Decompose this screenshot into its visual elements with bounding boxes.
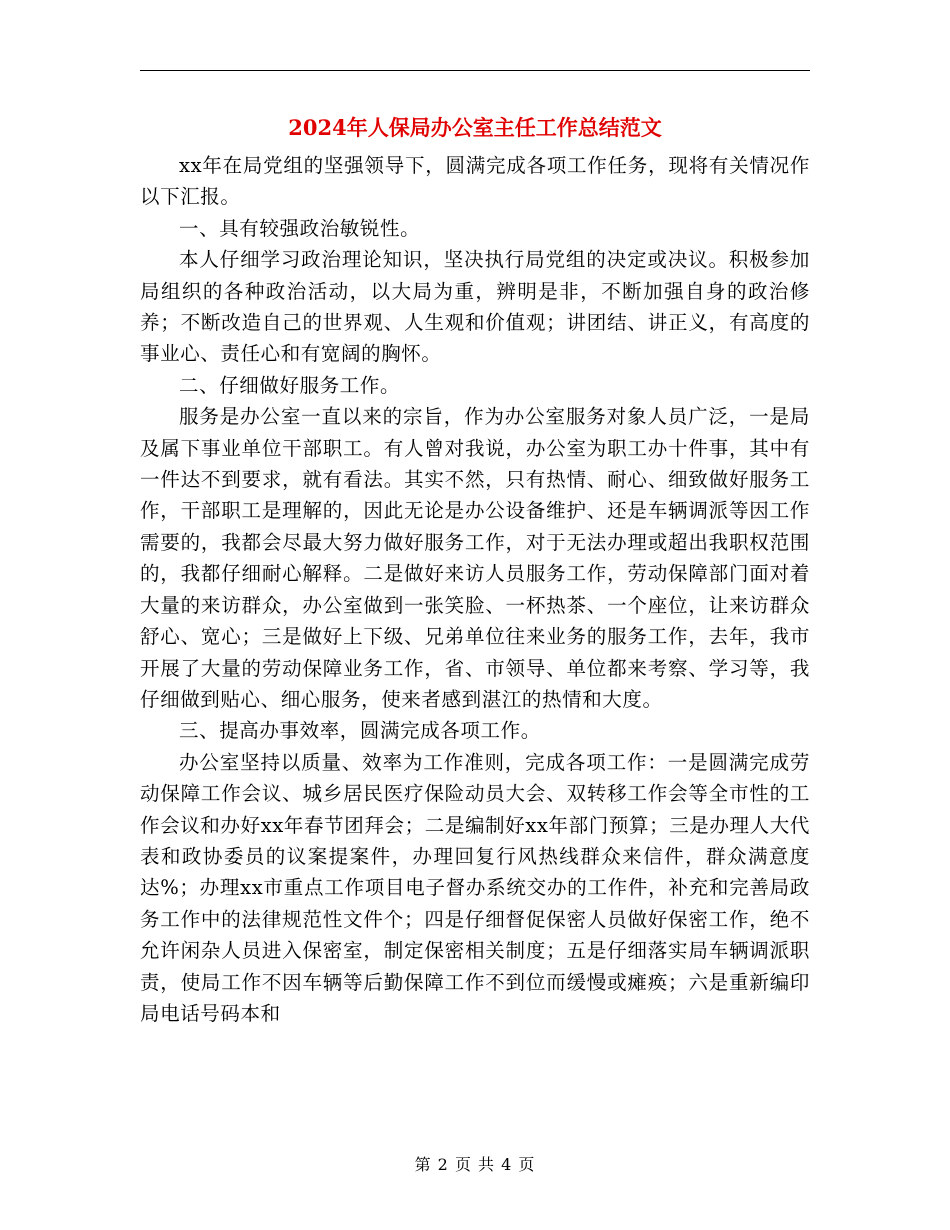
page-number-footer: 第 2 页 共 4 页 <box>414 1155 536 1174</box>
document-title: 2024年人保局办公室主任工作总结范文 <box>288 115 662 140</box>
section-heading-1: 一、具有较强政治敏锐性。 <box>179 216 421 240</box>
section-heading-2: 二、仔细做好服务工作。 <box>179 373 401 397</box>
header-rule <box>140 70 810 71</box>
section-heading-3: 三、提高办事效率，圆满完成各项工作。 <box>179 719 541 743</box>
document-body <box>140 150 810 1029</box>
intro-paragraph: xx年在局党组的坚强领导下，圆满完成各项工作任务，现将有关情况作以下汇报。 <box>140 154 810 209</box>
section-paragraph-1: 本人仔细学习政治理论知识，坚决执行局党组的决定或决议。积极参加局组织的各种政治活动，以大局为重，辨明是非，不断加强自身的政治修养；不断改造自己的世界观、人生观和价值观；讲团结、讲正义，有高度的事业心、责任心和有宽阔的胸怀。 <box>140 248 810 366</box>
section-paragraph-2: 服务是办公室一直以来的宗旨，作为办公室服务对象人员广泛，一是局及属下事业单位干部职工。有人曾对我说，办公室为职工办十件事，其中有一件达不到要求，就有看法。其实不然，只有热情、耐心、细致做好服务工作，干部职工是理解的，因此无论是办公设备维护、还是车辆调派等因工作需要的，我都会尽最大努力做好服务工作，对于无法办理或超出我职权范围的，我都仔细耐心解释。二是做好来访人员服务工作，劳动保障部门面对着大量的来访群众，办公室做到一张笑脸、一杯热茶、一个座位，让来访群众舒心、宽心；三是做好上下级、兄弟单位往来业务的服务工作，去年，我市开展了大量的劳动保障业务工作，省、市领导、单位都来考察、学习等，我仔细做到贴心、细心服务，使来者感到湛江的热情和大度。 <box>140 405 810 711</box>
section-paragraph-3: 办公室坚持以质量、效率为工作准则，完成各项工作：一是圆满完成劳动保障工作会议、城乡居民医疗保险动员大会、双转移工作会等全市性的工作会议和办好xx年春节团拜会；二是编制好xx年部门预算；三是办理人大代表和政协委员的议案提案件，办理回复行风热线群众来信件，群众满意度达%；办理xx市重点工作项目电子督办系统交办的工作件，补充和完善局政务工作中的法律规范性文件个；四是仔细督促保密人员做好保密工作，绝不允许闲杂人员进入保密室，制定保密相关制度；五是仔细落实局车辆调派职责，使局工作不因车辆等后勤保障工作不到位而缓慢或瘫痪；六是重新编印局电话号码本和 <box>140 750 810 1025</box>
